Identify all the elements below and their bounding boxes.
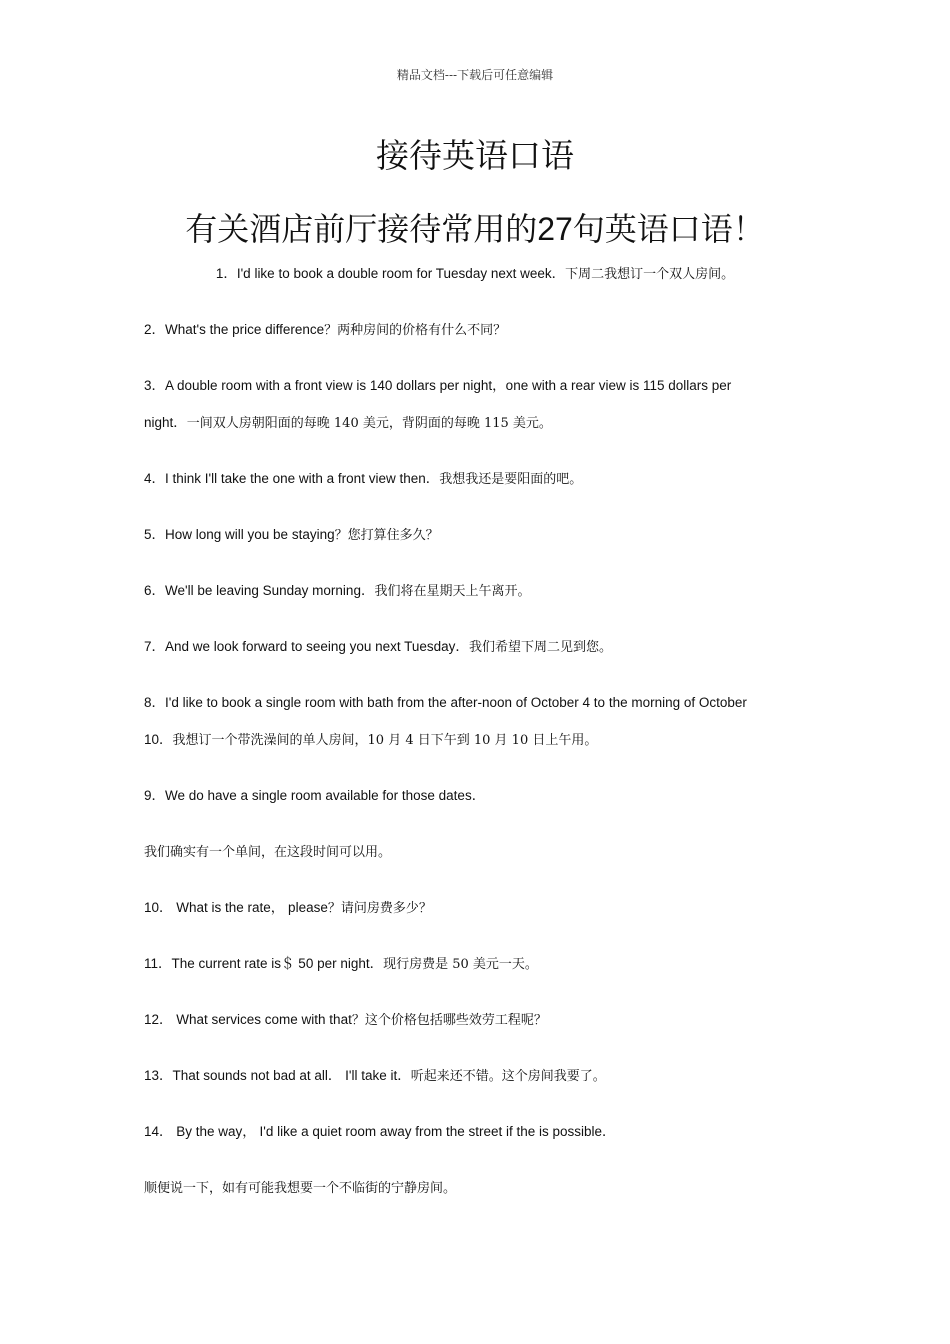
item-english: 3．A double room with a front view is 140 dollars per night，one with a rear view is 115 dollars per [144,378,732,393]
item-chinese: 我们确实有一个单间，在这段时间可以用。 [144,845,392,860]
subtitle-text-end: 句英语口语！ [572,210,765,248]
list-item-1 [0,265,950,284]
item-english: 8．I'd like to book a single room with bath from the after-noon of October 4 to the morning of October [144,695,747,710]
item-english: 2．What's the price difference [144,322,325,337]
list-item-9-translation [144,843,804,862]
item-chinese: 一间双人房朝阳面的每晚 140 美元，背阴面的每晚 115 美元。 [186,416,552,431]
item-chinese: 顺便说一下，如有可能我想要一个不临街的宁静房间。 [144,1181,457,1196]
list-item-9 [144,787,804,806]
list-item-8 [144,694,804,713]
list-item-14-translation [144,1179,804,1198]
item-chinese: ？这个价格包括哪些效劳工程呢？ [351,1013,547,1028]
document-title: 接待英语口语 [376,136,574,175]
item-chinese: 我们将在星期天上午离开。 [374,584,531,599]
item-english: 5．How long will you be staying [144,527,335,542]
list-item-13 [144,1067,804,1086]
list-item-5 [144,526,804,545]
page-header: 精品文档---下载后可任意编辑 [396,68,554,82]
item-english: 13．That sounds not bad at all． I'll take it． [144,1068,411,1083]
item-english: 9．We do have a single room available for those dates． [144,788,486,803]
item-english: night． [144,415,187,430]
item-chinese: 现行房费是 50 美元一天。 [383,957,538,972]
list-item-8-cont [144,731,804,750]
subtitle-text-start: 有关酒店前厅接待常用的 [185,210,538,248]
item-english: 12． What services come with that [144,1012,352,1027]
item-english: 6．We'll be leaving Sunday morning． [144,583,375,598]
item-english: 10． [144,732,173,747]
list-item-4 [144,470,804,489]
list-item-3-cont [144,414,804,433]
list-item-6 [144,582,804,601]
item-chinese: 我想我还是要阳面的吧。 [439,472,583,487]
subtitle-number: 27 [537,211,573,247]
list-item-11 [144,955,804,974]
item-chinese: ？您打算住多久？ [334,528,439,543]
item-english: 4．I think I'll take the one with a front view then． [144,471,440,486]
list-item-14 [144,1123,804,1142]
list-item-7 [144,638,804,657]
item-english: 10． What is the rate， please [144,900,328,915]
item-chinese: 听起来还不错。这个房间我要了。 [410,1069,606,1084]
list-item-3 [144,377,804,396]
item-english: 7．And we look forward to seeing you next Tuesday． [144,639,469,654]
list-item-2 [144,321,804,340]
item-chinese: ？请问房费多少？ [327,901,432,916]
item-english: 11．The current rate is＄ 50 per night． [144,956,384,971]
item-english: 1．I'd like to book a double room for Tuesday next week． [215,266,566,281]
item-chinese: 我们希望下周二见到您。 [468,640,612,655]
item-english: 14． By the way， I'd like a quiet room away from the street if the is possible． [144,1124,616,1139]
item-chinese: 我想订一个带洗澡间的单人房间，10 月 4 日下午到 10 月 10 日上午用。 [172,733,598,748]
list-item-10 [144,899,804,918]
list-item-12 [144,1011,804,1030]
item-chinese: 下周二我想订一个双人房间。 [565,267,735,282]
item-chinese: ？两种房间的价格有什么不同？ [324,323,507,338]
document-subtitle [0,204,950,250]
